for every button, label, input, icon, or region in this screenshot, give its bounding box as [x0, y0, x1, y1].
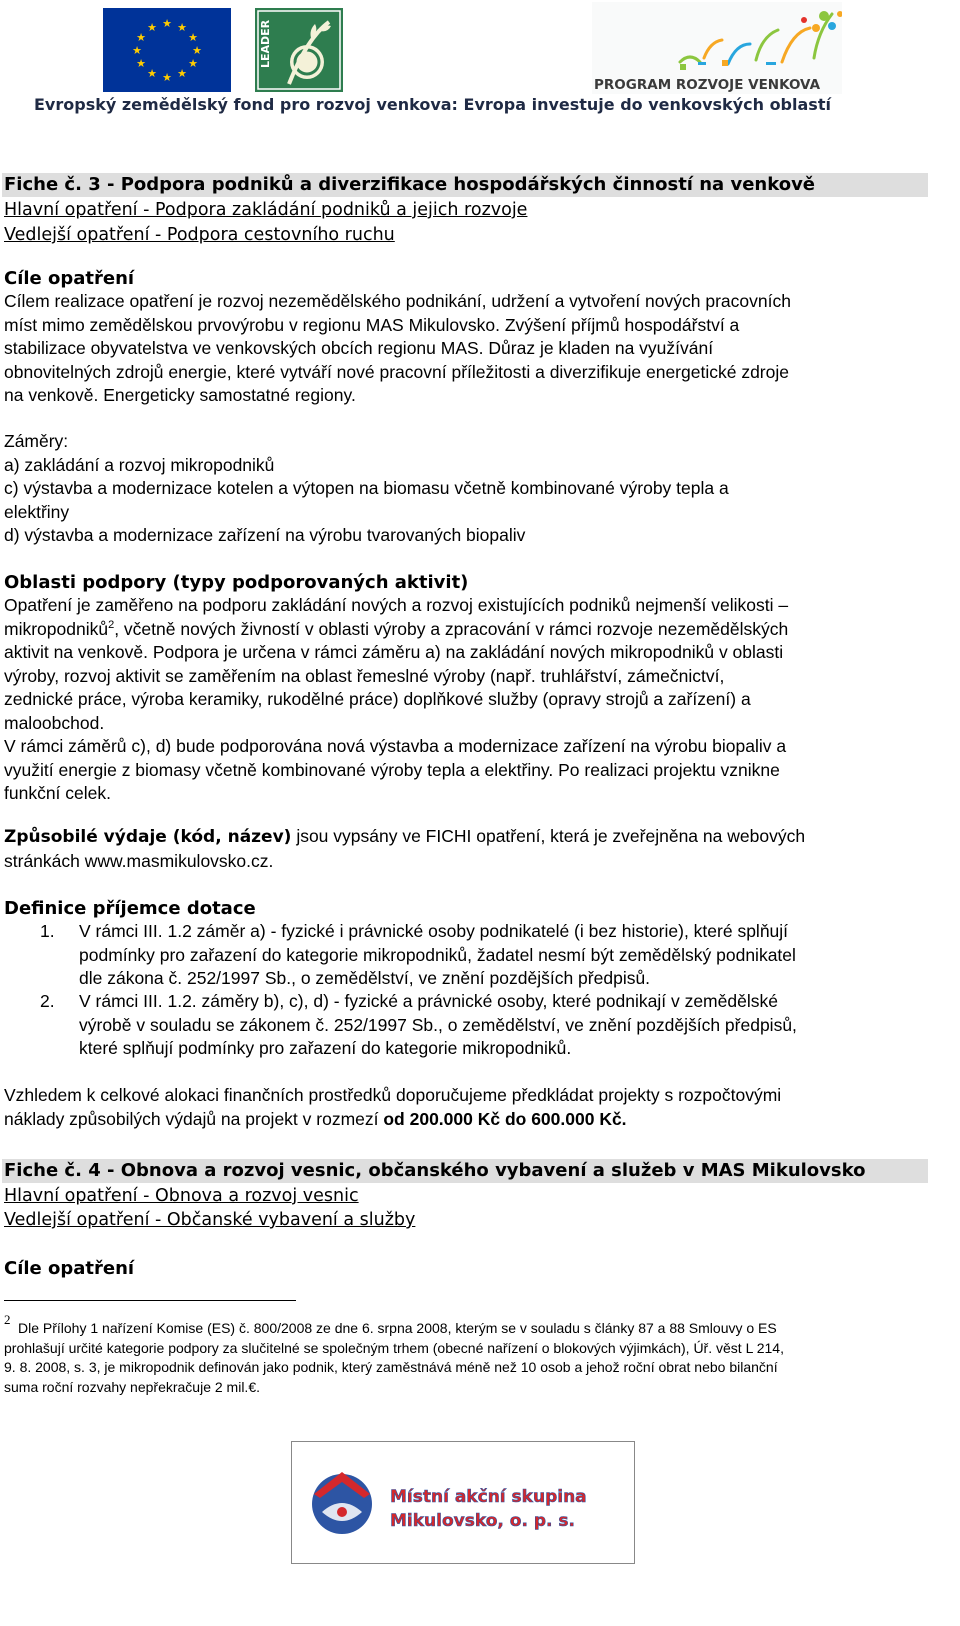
footnote-ref[interactable]: 2	[108, 618, 115, 631]
text-line: Cílem realizace opatření je rozvoj nezemědělského podnikání, udržení a vytvoření nových pracovních	[4, 291, 791, 311]
fiche-3-support-heading: Oblasti podpory (typy podporovaných aktivit)	[4, 572, 469, 593]
text-line: stabilizace obyvatelstva ve venkovských obcích regionu MAS. Důraz je kladen na využívání	[4, 338, 714, 358]
fiche-4-main-measure: Hlavní opatření - Obnova a rozvoj vesnic	[4, 1186, 359, 1206]
leader-logo	[255, 8, 343, 92]
text-line: aktivit na venkově. Podpora je určena v rámci záměru a) na zakládání nových mikropodniků v oblasti	[4, 642, 784, 662]
mas-logo-line1: Místní akční skupina	[390, 1487, 587, 1507]
svg-text:★: ★	[162, 17, 172, 30]
fiche-3-recipient-heading: Definice příjemce dotace	[4, 898, 256, 919]
svg-text:★: ★	[136, 31, 146, 44]
footnote-mark: 2	[4, 1312, 11, 1327]
text-span: jsou vypsány ve FICHI opatření, která je zveřejněna na webových	[291, 826, 806, 846]
intention-item: a) zakládání a rozvoj mikropodniků	[4, 454, 275, 475]
text-line: Opatření je zaměřeno na podporu zakládání nových a rozvoj existujících podniků nejmenší velikosti –	[4, 595, 789, 615]
text-line: podmínky pro zařazení do kategorie mikropodniků, žadatel nesmí být zemědělský podnikatel	[79, 944, 796, 965]
text-line: V rámci III. 1.2. záměry b), c), d) - fyzické a právnické osoby, které podnikají v zemědělské	[79, 991, 778, 1011]
text-line: obnovitelných zdrojů energie, které vytváří nové pracovní příležitosti a diverzifikuje energetické zdroje	[4, 361, 789, 382]
text-line	[4, 1108, 944, 1132]
list-body	[79, 920, 949, 991]
text-span: mikropodniků	[4, 618, 109, 639]
svg-text:★: ★	[177, 21, 187, 34]
text-line: V rámci III. 1.2 záměr a) - fyzické i právnické osoby podnikatelé (i bez historie), které splňují	[79, 921, 789, 941]
fiche-4-side-measure: Vedlejší opatření - Občanské vybavení a služby	[4, 1210, 416, 1230]
text-line: zednické práce, výroba keramiky, rukodělné práce) doplňkové služby (opravy strojů a zařízení) a	[4, 689, 751, 709]
text-line: dle zákona č. 252/1997 Sb., o zemědělství, ve znění pozdějších předpisů.	[79, 968, 651, 988]
mas-mikulovsko-logo	[291, 1441, 635, 1564]
fiche-3-goals-heading: Cíle opatření	[4, 268, 135, 289]
intention-item: elektřiny	[4, 501, 70, 522]
prv-logo-text: PROGRAM ROZVOJE VENKOVA	[594, 77, 821, 93]
eu-tagline: Evropský zemědělský fond pro rozvoj venkova: Evropa investuje do venkovských oblastí	[34, 95, 831, 114]
svg-text:★: ★	[188, 31, 198, 44]
text-line: výroby, rozvoj aktivit se zaměřením na oblast řemeslné výroby (např. truhlářství, zámečnictví,	[4, 665, 725, 686]
text-line: míst mimo zemědělskou prvovýrobu v regionu MAS Mikulovsko. Zvýšení příjmů hospodářství a	[4, 314, 740, 335]
fiche-4-goals-heading: Cíle opatření	[4, 1258, 135, 1279]
footnote-line: Dle Přílohy 1 nařízení Komise (ES) č. 800/2008 ze dne 6. srpna 2008, kterým se v souladu s články 87 a 88 Smlouvy o ES	[18, 1320, 777, 1336]
fiche-3-allocation	[4, 1084, 944, 1131]
mas-logo-line2: Mikulovsko, o. p. s.	[390, 1511, 575, 1531]
list-number: 1.	[40, 921, 55, 941]
footnote-line: prohlašují určité kategorie podpory za slučitelné se společným trhem (obecné nařízení o blokových výjimkách), Úř. věst L 214,	[4, 1339, 784, 1356]
footnote-separator	[4, 1300, 296, 1301]
fiche-4-title: Fiche č. 4 - Obnova a rozvoj vesnic, občanského vybavení a služeb v MAS Mikulovsko	[2, 1159, 928, 1183]
text-line: funkční celek.	[4, 783, 111, 803]
costs-bold: Způsobilé výdaje (kód, název)	[4, 827, 292, 847]
text-line: Vzhledem k celkové alokaci finančních prostředků doporučujeme předkládat projekty s rozpočtovými	[4, 1085, 782, 1105]
mas-emblem-icon	[312, 1472, 372, 1534]
text-span: náklady způsobilých výdajů na projekt v rozmezí	[4, 1108, 384, 1129]
text-line	[4, 618, 944, 642]
footnote-body	[4, 1310, 944, 1397]
fiche-3-costs	[4, 825, 944, 873]
leader-logo-text: LEADER	[259, 19, 272, 68]
svg-text:★: ★	[162, 71, 172, 84]
text-line: stránkách www.masmikulovsko.cz.	[4, 850, 274, 871]
text-line: které splňují podmínky pro zařazení do kategorie mikropodniků.	[79, 1038, 572, 1058]
intention-item: c) výstavba a modernizace kotelen a výtopen na biomasu včetně kombinované výroby tepla a	[4, 478, 729, 498]
footnote-line: suma roční rozvahy nepřekračuje 2 mil.€.	[4, 1378, 260, 1395]
fiche-3-intentions	[4, 430, 944, 548]
svg-text:★: ★	[192, 44, 202, 57]
svg-text:★: ★	[132, 44, 142, 57]
recipient-list	[0, 920, 960, 1065]
svg-text:★: ★	[136, 57, 146, 70]
list-number: 2.	[40, 991, 55, 1011]
fiche-3-main-measure: Hlavní opatření - Podpora zakládání podniků a jejich rozvoje	[4, 200, 528, 220]
intention-item: d) výstavba a modernizace zařízení na výrobu tvarovaných biopaliv	[4, 525, 526, 545]
fiche-3-support-text	[4, 594, 944, 806]
fiche-3-title: Fiche č. 3 - Podpora podniků a diverzifikace hospodářských činností na venkově	[2, 173, 928, 197]
svg-text:★: ★	[147, 21, 157, 34]
fiche-3-goals-text	[4, 290, 944, 408]
text-line	[4, 825, 944, 850]
svg-text:★: ★	[177, 67, 187, 80]
text-line: výrobě v souladu se zákonem č. 252/1997 Sb., o zemědělství, ve znění pozdějších předpisů,	[79, 1014, 797, 1035]
eu-flag-logo	[103, 8, 231, 92]
list-body	[79, 990, 949, 1061]
text-line: na venkově. Energeticky samostatné regiony.	[4, 385, 356, 405]
text-line: využití energie z biomasy včetně kombinované výroby tepla a elektřiny. Po realizaci projektu vznikne	[4, 759, 780, 780]
prv-logo	[592, 2, 842, 94]
text-line: maloobchod.	[4, 712, 105, 733]
intentions-heading: Záměry:	[4, 431, 69, 451]
footnote	[4, 1310, 944, 1397]
text-line: V rámci záměrů c), d) bude podporována nová výstavba a modernizace zařízení na výrobu biopaliv a	[4, 736, 787, 756]
footnote-line: 9. 8. 2008, s. 3, je mikropodnik definován jako podnik, který zaměstnává méně než 10 osob a jehož roční obrat nebo bilanční	[4, 1359, 778, 1375]
fiche-3-side-measure: Vedlejší opatření - Podpora cestovního ruchu	[4, 225, 395, 245]
text-span: , včetně nových živností v oblasti výroby a zpracování v rámci rozvoje nezemědělských	[114, 618, 789, 639]
amount-range: od 200.000 Kč do 600.000 Kč.	[383, 1108, 627, 1129]
svg-text:★: ★	[188, 57, 198, 70]
svg-text:★: ★	[147, 67, 157, 80]
